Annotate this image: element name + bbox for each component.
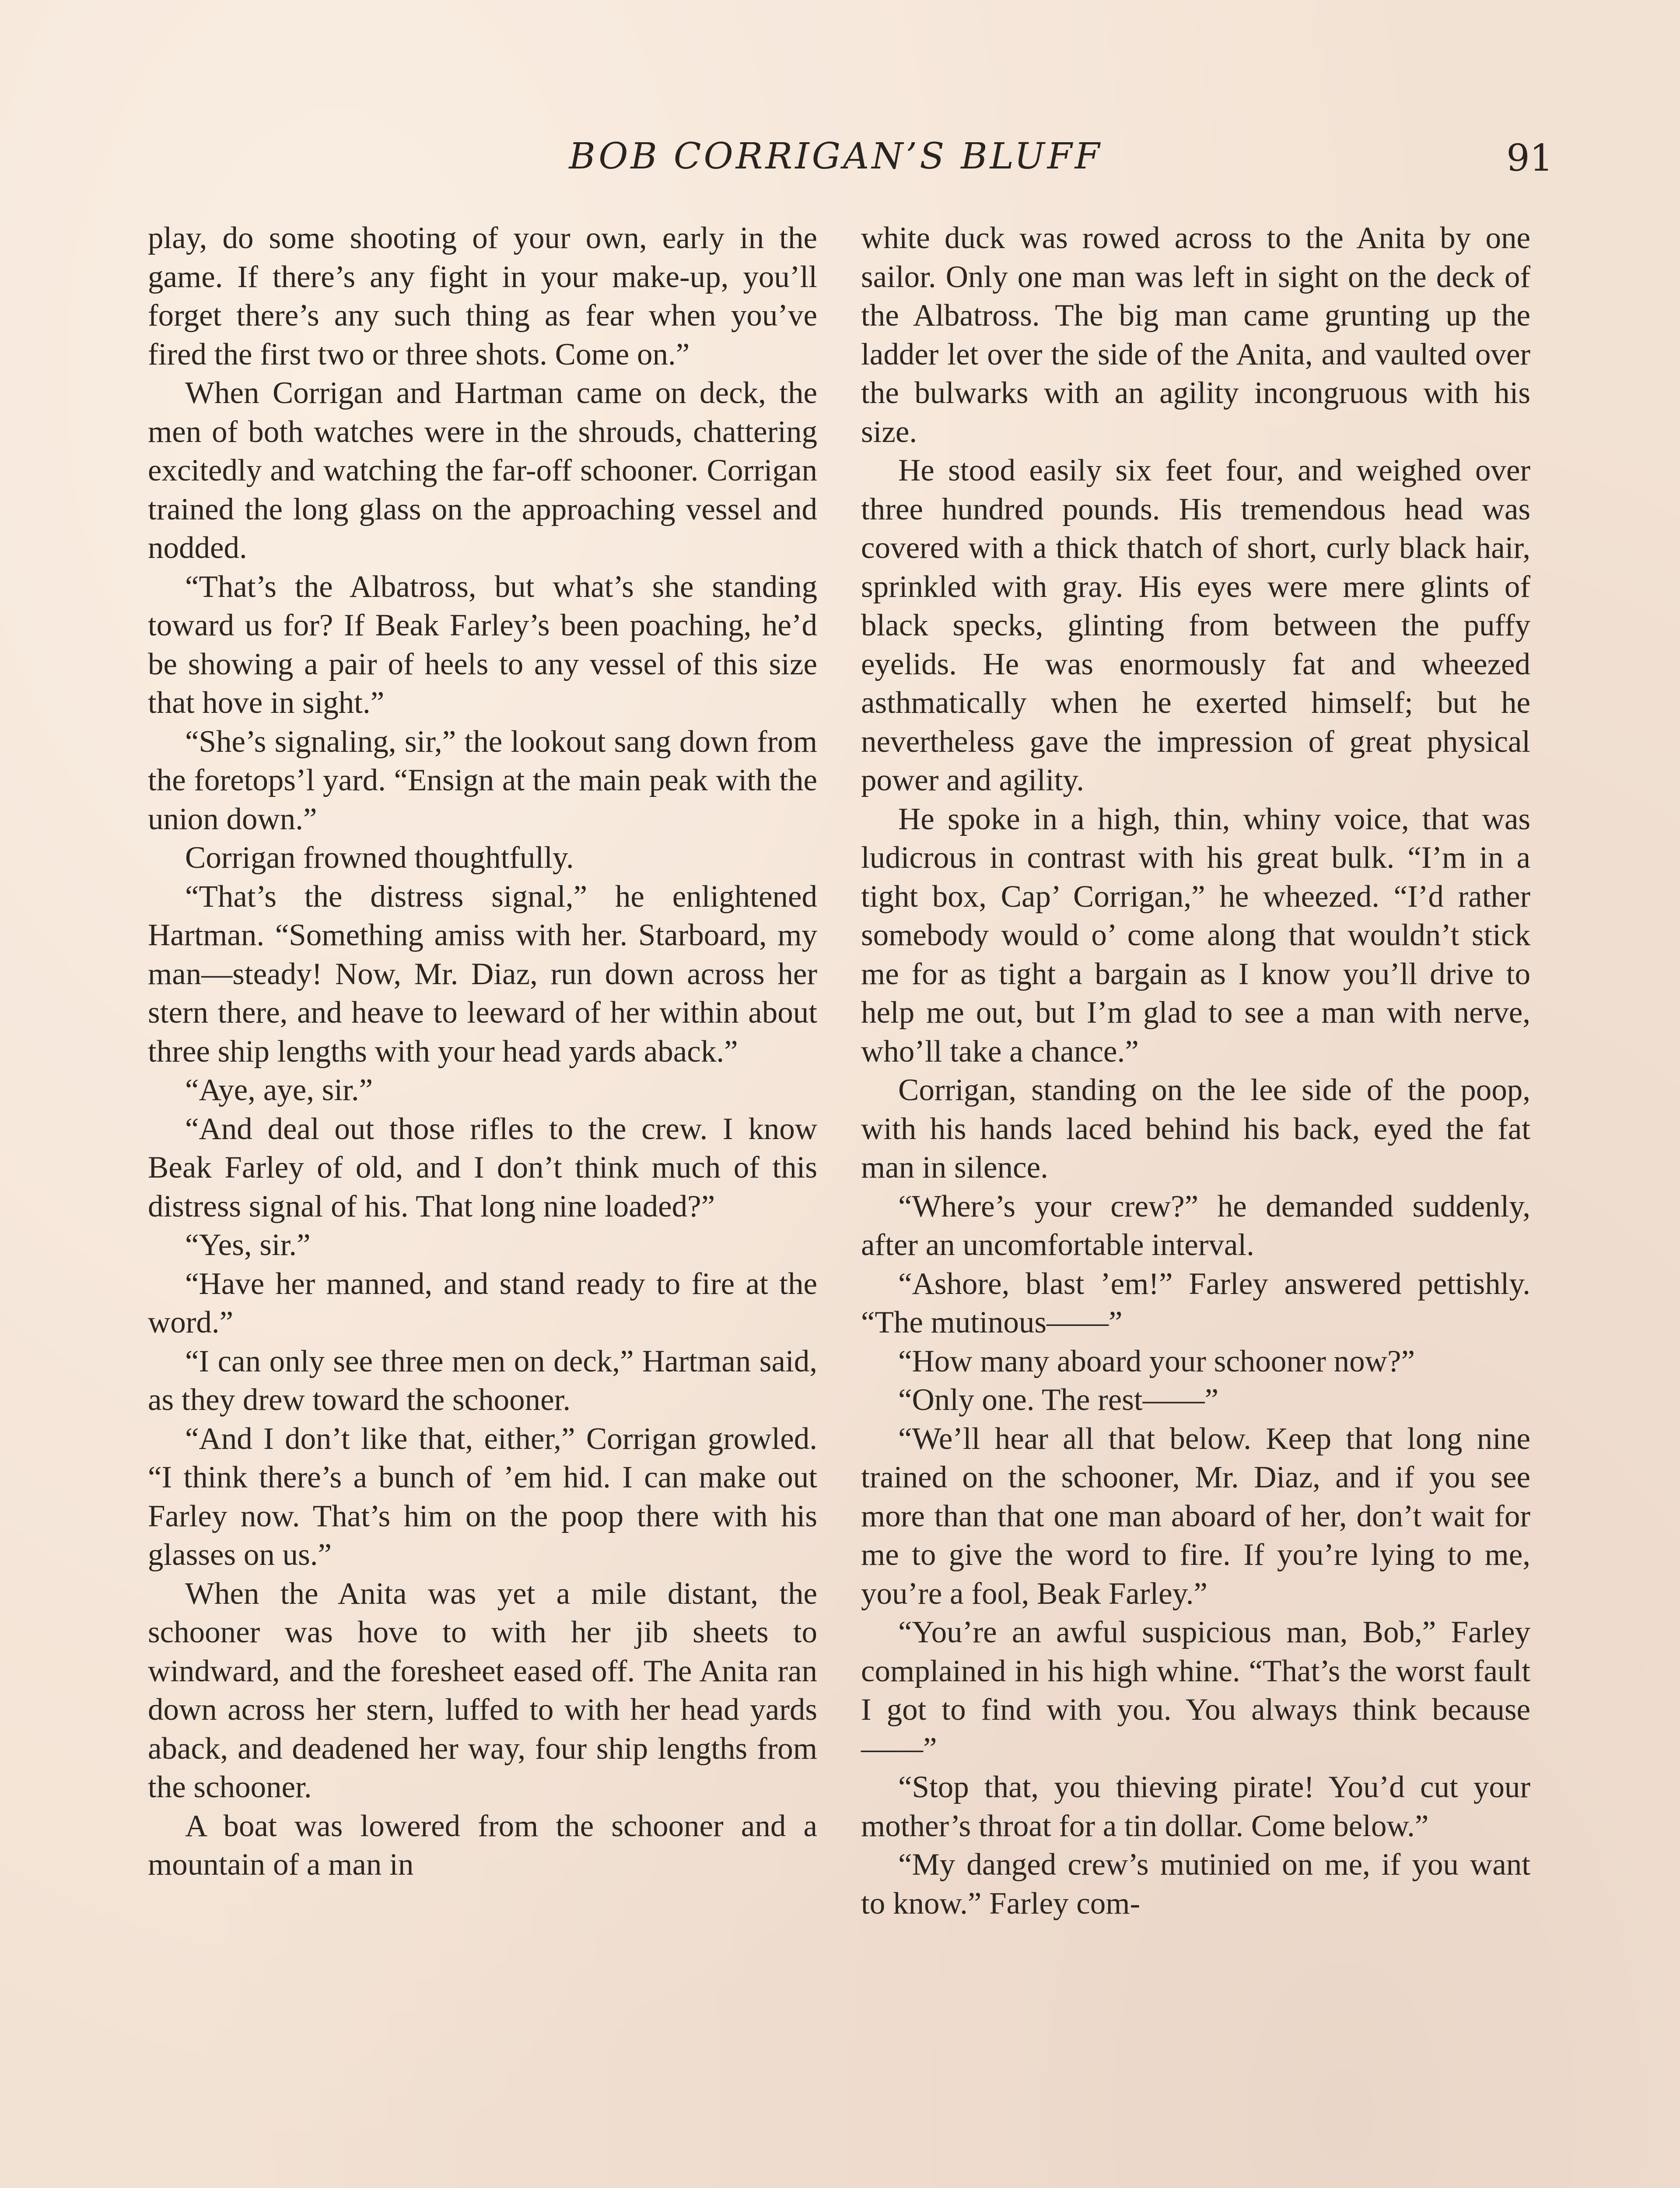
paragraph: When the Anita was yet a mile distant, the schooner was hove to with her jib sheets to windward, and the foresheet eased off. The Anita ran down across her stern, luffed to with her head yards aback, and deadened her way, four ship lengths from the schooner. [148,1576,817,1804]
paragraph: “That’s the Albatross, but what’s she standing toward us for? If Beak Farley’s been poaching, he’d be showing a pair of heels to any vessel of this size that hove in sight.” [148,569,817,720]
paragraph: “Stop that, you thieving pirate! You’d cut your mother’s throat for a tin dollar. Come below.” [861,1770,1530,1843]
paragraph: Corrigan frowned thoughtfully. [185,841,574,875]
paragraph: “I can only see three men on deck,” Hartman said, as they drew toward the schooner. [148,1344,817,1417]
paragraph: “Have her manned, and stand ready to fire at the word.” [148,1266,817,1339]
paragraph: “My danged crew’s mutinied on me, if you want to know.” Farley com- [861,1848,1530,1921]
paragraph: A boat was lowered from the schooner and a mountain of a man in [148,1809,817,1882]
running-title: BOB CORRIGAN’S BLUFF [569,136,1102,177]
paragraph: “Only one. The rest——” [898,1383,1219,1417]
paragraph: “How many aboard your schooner now?” [898,1344,1415,1378]
paragraph: “You’re an awful suspicious man, Bob,” Farley complained in his high whine. “That’s the worst fault I got to find with you. You always think because——” [861,1615,1530,1766]
paragraph: When Corrigan and Hartman came on deck, the men of both watches were in the shrouds, chattering excitedly and watching the far-off schooner. Corrigan trained the long glass on the approaching vessel and nodded. [148,376,817,565]
paragraph: “We’ll hear all that below. Keep that long nine trained on the schooner, Mr. Diaz, and if you see more than that one man aboard of her, don’t wait for me to give the word to fire. If you’re lying to me, you’re a fool, Beak Farley.” [861,1421,1530,1611]
paragraph: white duck was rowed across to the Anita by one sailor. Only one man was left in sight on the deck of the Albatross. The big man came grunting up the ladder let over the side of the Anita, and vaulted over the bulwarks with an agility incongruous with his size. [861,221,1530,449]
text-column-left [148,219,817,1884]
paragraph: He stood easily six feet four, and weighed over three hundred pounds. His tremendous head was covered with a thick thatch of short, curly black hair, sprinkled with gray. His eyes were mere glints of black specks, glinting from between the puffy eyelids. He was enormously fat and wheezed asthmatically when he exerted himself; but he nevertheless gave the impression of great physical power and agility. [861,453,1530,797]
paragraph: “And I don’t like that, either,” Corrigan growled. “I think there’s a bunch of ’em hid. I can make out Farley now. That’s him on the poop there with his glasses on us.” [148,1421,817,1572]
paragraph: “Aye, aye, sir.” [185,1073,373,1107]
paragraph: He spoke in a high, thin, whiny voice, that was ludicrous in contrast with his great bulk. “I’m in a tight box, Cap’ Corrigan,” he wheezed. “I’d rather somebody would o’ come along that wouldn’t stick me for as tight a bargain as I know you’ll drive to help me out, but I’m glad to see a man with nerve, who’ll take a chance.” [861,802,1530,1069]
paragraph: “And deal out those rifles to the crew. I know Beak Farley of old, and I don’t think much of this distress signal of his. That long nine loaded?” [148,1112,817,1224]
paragraph: “Where’s your crew?” he demanded suddenly, after an uncomfortable interval. [861,1189,1530,1262]
paragraph: Corrigan, standing on the lee side of the poop, with his hands laced behind his back, eyed the fat man in silence. [861,1073,1530,1185]
page-number: 91 [1506,137,1553,179]
text-column-right [861,219,1530,1923]
paragraph: “That’s the distress signal,” he enlightened Hartman. “Something amiss with her. Starboard, my man—steady! Now, Mr. Diaz, run down across her stern there, and heave to leeward of her within about three ship lengths with your head yards aback.” [148,879,817,1069]
paragraph: “Ashore, blast ’em!” Farley answered pettishly. “The mutinous——” [861,1266,1530,1339]
paragraph: play, do some shooting of your own, early in the game. If there’s any fight in your make-up, you’ll forget there’s any such thing as fear when you’ve fired the first two or three shots. Come on.” [148,221,817,372]
paragraph: “Yes, sir.” [185,1228,311,1262]
paragraph: “She’s signaling, sir,” the lookout sang down from the foretops’l yard. “Ensign at the main peak with the union down.” [148,724,817,836]
